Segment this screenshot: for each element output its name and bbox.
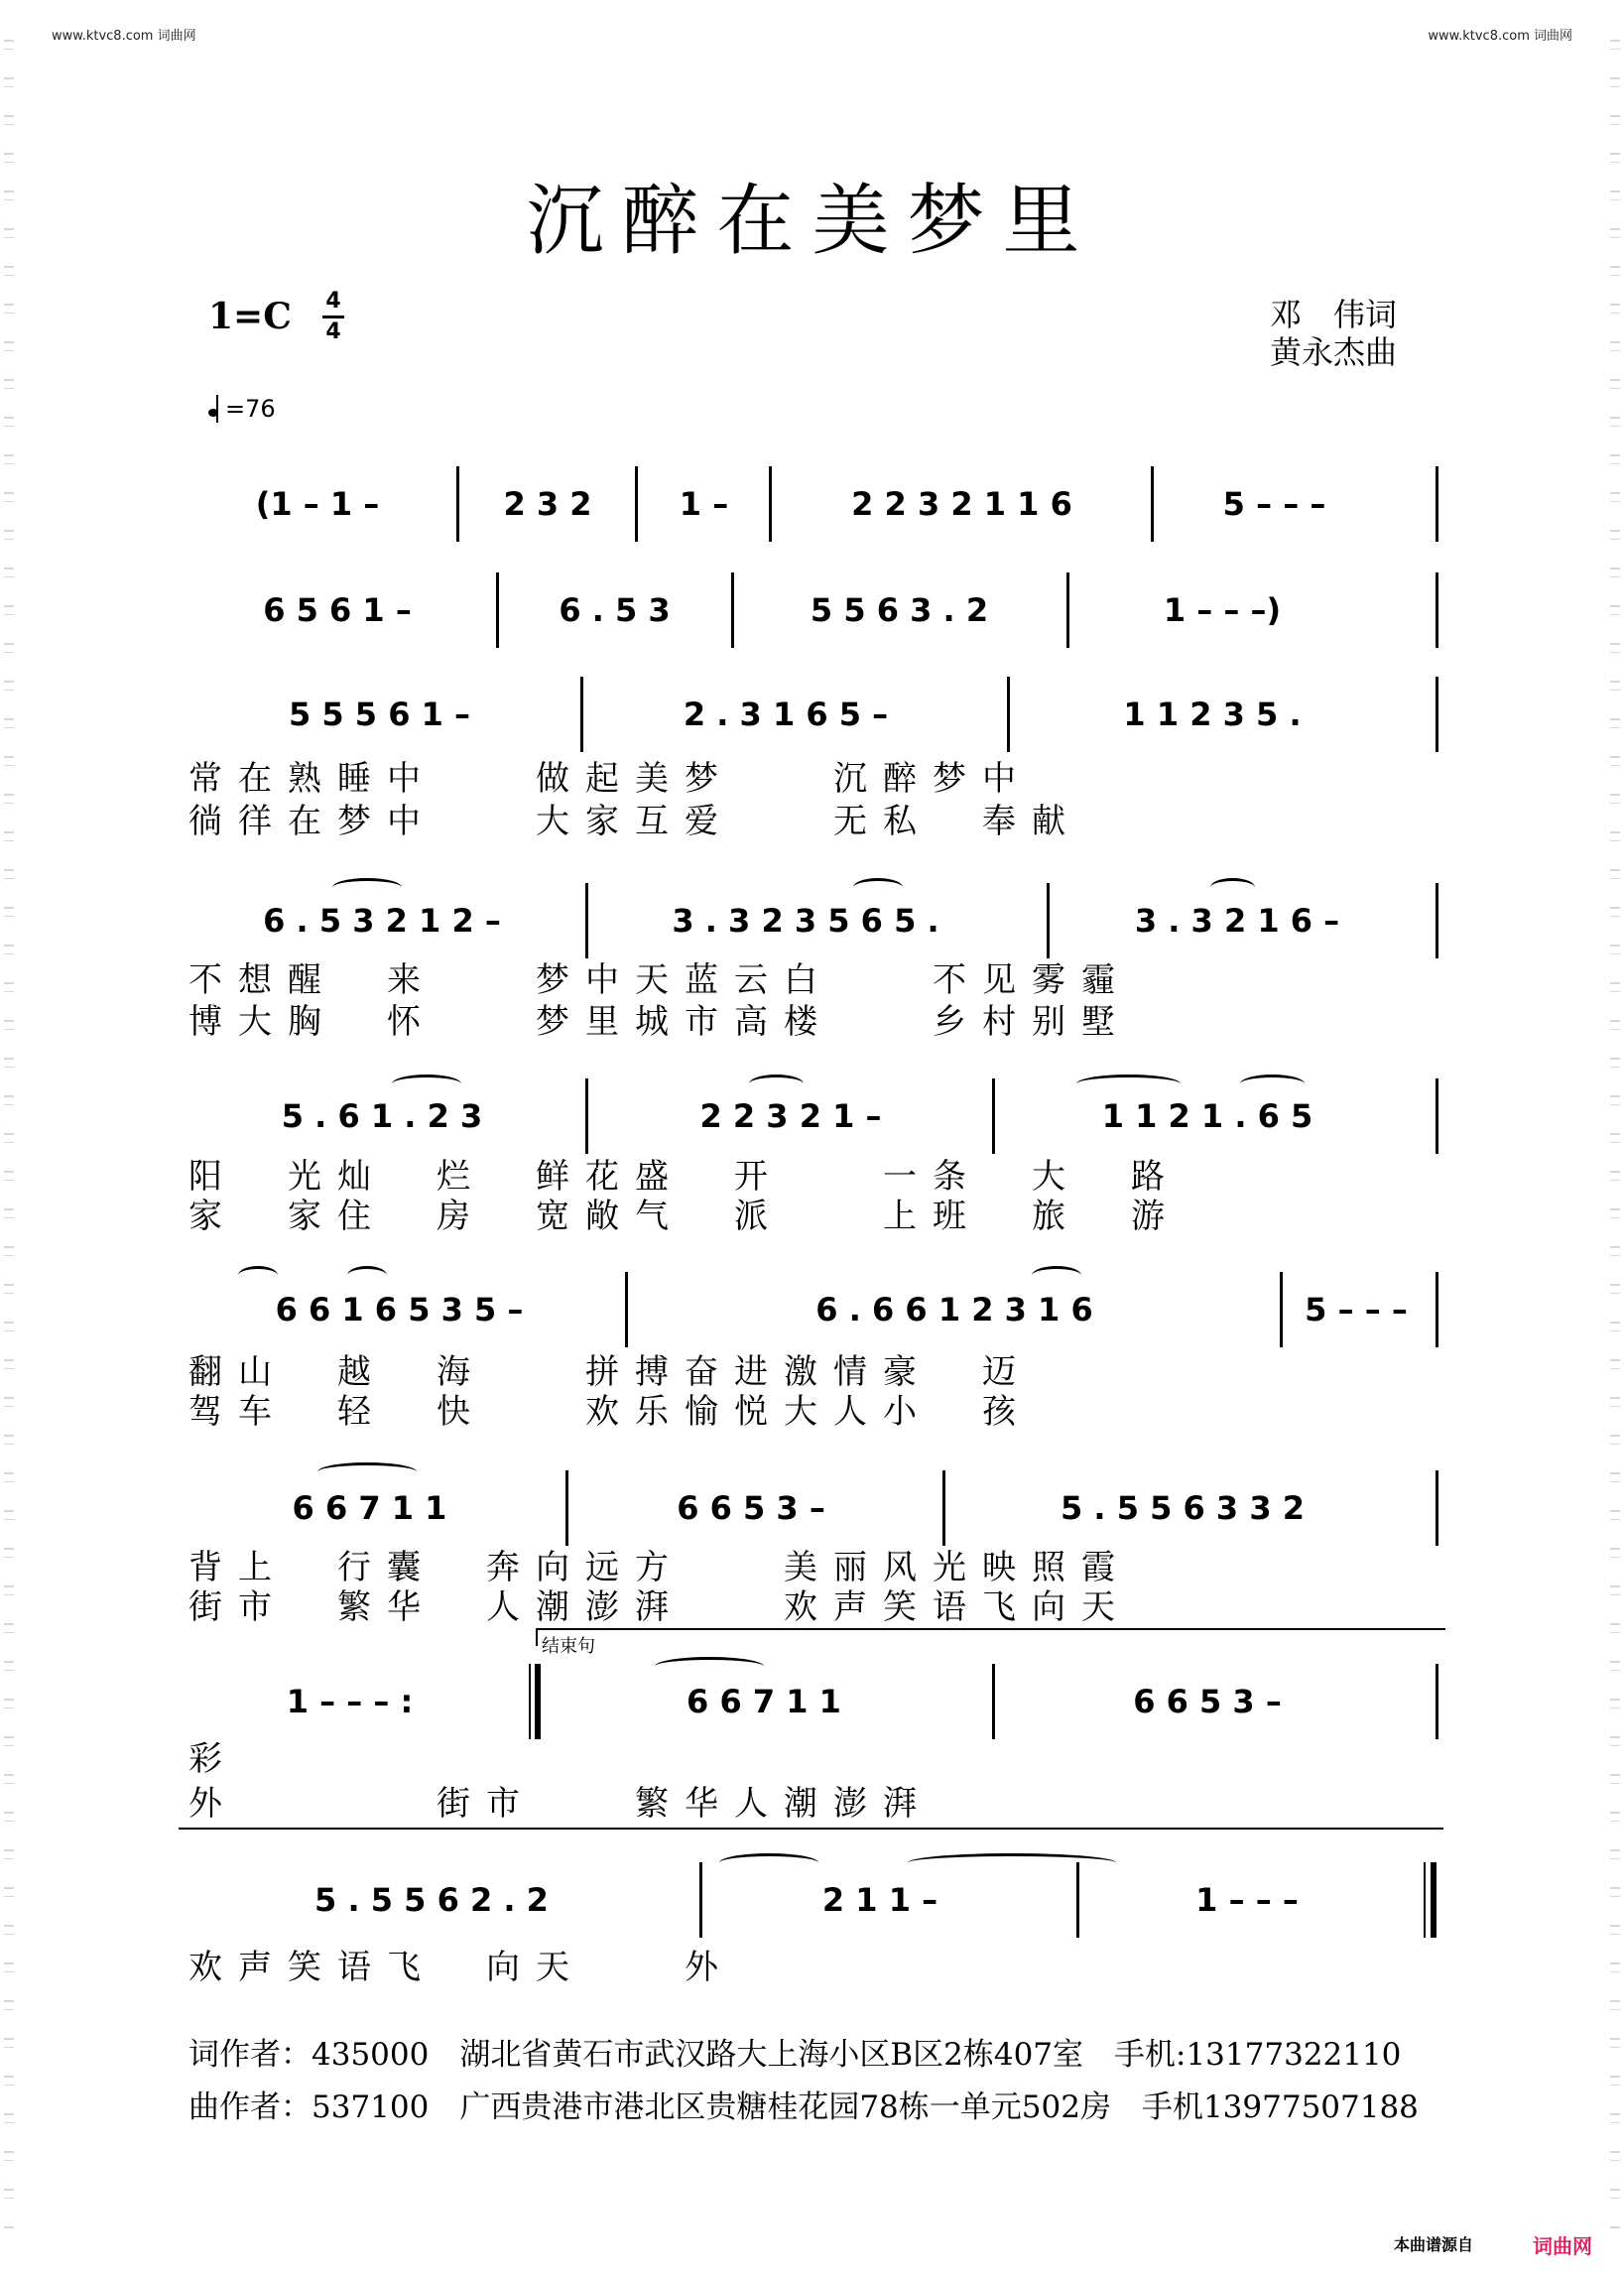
barline <box>456 466 459 542</box>
measure: 1 – <box>679 485 729 523</box>
measure: 6 6 5 3 – <box>677 1489 825 1527</box>
lyric-line: 翻山 越 海 拼搏奋进激情豪 迈 <box>188 1352 1032 1392</box>
side-watermark-left <box>4 40 14 2232</box>
coda-divider <box>179 1828 1443 1830</box>
final-barline <box>1424 1862 1426 1938</box>
lyric-line: 彩 <box>188 1739 238 1779</box>
lyric-line: 驾车 轻 快 欢乐愉悦大人小 孩 <box>188 1392 1032 1432</box>
composer-address: 曲作者：537100 广西贵港市港北区贵糖桂花园78栋一单元502房 手机13977507188 <box>188 2089 1419 2125</box>
source-label: 本曲谱源自 <box>1394 2235 1474 2254</box>
measure: 5 . 5 5 6 3 3 2 <box>1061 1489 1305 1527</box>
lyric-line: 家 家住 房 宽敞气 派 上班 旅 游 <box>188 1197 1181 1236</box>
slur <box>317 1462 417 1481</box>
credits <box>1270 296 1397 371</box>
song-title: 沉醉在美梦里 <box>526 177 1098 266</box>
barline <box>1436 1664 1438 1739</box>
measure: 6 . 5 3 <box>559 591 671 629</box>
measure: 5 . 5 5 6 2 . 2 <box>314 1881 549 1919</box>
barline <box>1047 883 1050 958</box>
measure: 3 . 3 2 3 5 6 5 . <box>672 902 939 940</box>
lyric-line: 博大胸 怀 梦里城市高楼 乡村别墅 <box>188 1002 1131 1042</box>
score-row-9 <box>184 1870 1443 1930</box>
measure: 2 3 2 <box>503 485 592 523</box>
barline <box>496 572 499 648</box>
score-row-5 <box>184 1086 1443 1146</box>
measure: 2 . 3 1 6 5 – <box>683 696 889 733</box>
score-row-6 <box>184 1280 1443 1339</box>
score-row-2 <box>184 580 1443 640</box>
measure: 6 . 6 6 1 2 3 1 6 <box>815 1291 1093 1328</box>
barline <box>992 1664 995 1739</box>
measure: 6 6 7 1 1 <box>292 1489 447 1527</box>
measure: (1 – 1 – <box>255 485 380 523</box>
barline <box>1076 1862 1079 1938</box>
barline <box>769 466 772 542</box>
note-stem <box>216 395 218 423</box>
score-row-3 <box>184 685 1443 744</box>
lyric-line: 街市 繁华 人潮澎湃 欢声笑语飞向天 <box>188 1587 1131 1627</box>
score-row-7 <box>184 1478 1443 1538</box>
barline <box>1436 572 1438 648</box>
measure: 1 1 2 3 5 . <box>1123 696 1302 733</box>
barline <box>1151 466 1154 542</box>
tempo-value: =76 <box>225 395 276 423</box>
barline <box>565 1470 568 1546</box>
barline <box>992 1078 995 1154</box>
barline <box>1436 466 1438 542</box>
measure: 5 . 6 1 . 2 3 <box>281 1097 483 1135</box>
slur <box>332 878 402 897</box>
measure: 6 5 6 1 – <box>263 591 412 629</box>
tempo-mark <box>208 395 276 423</box>
time-signature <box>322 291 344 343</box>
lyric-line: 外 街市 繁华人潮澎湃 <box>188 1784 933 1824</box>
slur <box>347 1266 387 1285</box>
measure: 1 – – – <box>1195 1881 1299 1919</box>
barline <box>580 677 583 752</box>
lyric-line: 不想醒 来 梦中天蓝云白 不见雾霾 <box>188 960 1131 1000</box>
measure: 6 . 5 3 2 1 2 – <box>263 902 501 940</box>
lyric-line: 阳 光灿 烂 鲜花盛 开 一条 大 路 <box>188 1157 1181 1197</box>
barline <box>1436 1470 1438 1546</box>
score-row-8 <box>184 1672 1443 1731</box>
measure: 6 6 7 1 1 <box>687 1683 841 1720</box>
barline <box>1436 883 1438 958</box>
lyricist-address: 词作者：435000 湖北省黄石市武汉路大上海小区B区2栋407室 手机:13177322110 <box>188 2037 1402 2073</box>
slur <box>1240 1075 1305 1093</box>
repeat-barline-thick <box>535 1664 541 1739</box>
slur <box>719 1853 818 1872</box>
lyricist-credit: 邓 伟词 <box>1270 296 1398 333</box>
barline <box>1007 677 1010 752</box>
lyric-line: 背上 行囊 奔向远方 美丽风光映照霞 <box>188 1548 1131 1587</box>
score-row-4 <box>184 891 1443 950</box>
coda-label: 结束句 <box>542 1636 595 1657</box>
measure: 5 5 5 6 1 – <box>288 696 471 733</box>
measure: 6 6 1 6 5 3 5 – <box>275 1291 524 1328</box>
barline <box>731 572 734 648</box>
measure: 1 1 2 1 . 6 5 <box>1101 1097 1313 1135</box>
measure: 5 – – – <box>1305 1291 1408 1328</box>
header-site-left: www.ktvc8.com 词曲网 <box>52 29 196 44</box>
site-logo[interactable]: 词曲网 <box>1533 2234 1592 2258</box>
final-barline-thick <box>1431 1862 1437 1938</box>
barline <box>585 1078 588 1154</box>
barline <box>1436 677 1438 752</box>
slur <box>238 1266 278 1285</box>
barline <box>625 1272 628 1347</box>
measure: 2 2 3 2 1 1 6 <box>851 485 1072 523</box>
measure: 2 1 1 – <box>821 1881 938 1919</box>
header-site-right: www.ktvc8.com 词曲网 <box>1428 29 1572 44</box>
slur <box>749 1075 804 1093</box>
slur <box>655 1657 764 1676</box>
measure: 6 6 5 3 – <box>1133 1683 1282 1720</box>
measure: 3 . 3 2 1 6 – <box>1134 902 1340 940</box>
barline <box>1436 1272 1438 1347</box>
measure: 5 – – – <box>1222 485 1326 523</box>
slur <box>1210 878 1255 897</box>
lyric-line: 欢声笑语飞 向天 外 <box>188 1948 734 1987</box>
barline <box>585 883 588 958</box>
lyric-line: 徜徉在梦中 大家互爱 无私 奉献 <box>188 802 1081 841</box>
slur <box>1032 1266 1081 1285</box>
slur <box>392 1075 461 1093</box>
slur <box>908 1853 1116 1872</box>
lyric-line: 常在熟睡中 做起美梦 沉醉梦中 <box>188 759 1032 799</box>
barline <box>1066 572 1069 648</box>
slur <box>1076 1075 1181 1093</box>
measure: 1 – – – : <box>286 1683 414 1720</box>
meter-top: 4 <box>325 289 341 314</box>
score-row-1 <box>184 474 1443 534</box>
barline <box>1280 1272 1283 1347</box>
meter-line <box>322 316 344 318</box>
repeat-barline <box>529 1664 531 1739</box>
barline <box>1436 1078 1438 1154</box>
measure: 2 2 3 2 1 – <box>699 1097 882 1135</box>
meter-bottom: 4 <box>325 319 341 344</box>
side-watermark-right <box>1610 40 1620 2232</box>
barline <box>635 466 638 542</box>
barline <box>699 1862 702 1938</box>
measure: 1 – – –) <box>1163 591 1282 629</box>
composer-credit: 黄永杰曲 <box>1270 333 1398 371</box>
key-signature: 1=C <box>208 296 292 337</box>
barline <box>942 1470 945 1546</box>
coda-bracket <box>536 1628 1445 1657</box>
measure: 5 5 6 3 . 2 <box>810 591 989 629</box>
slur <box>853 878 903 897</box>
